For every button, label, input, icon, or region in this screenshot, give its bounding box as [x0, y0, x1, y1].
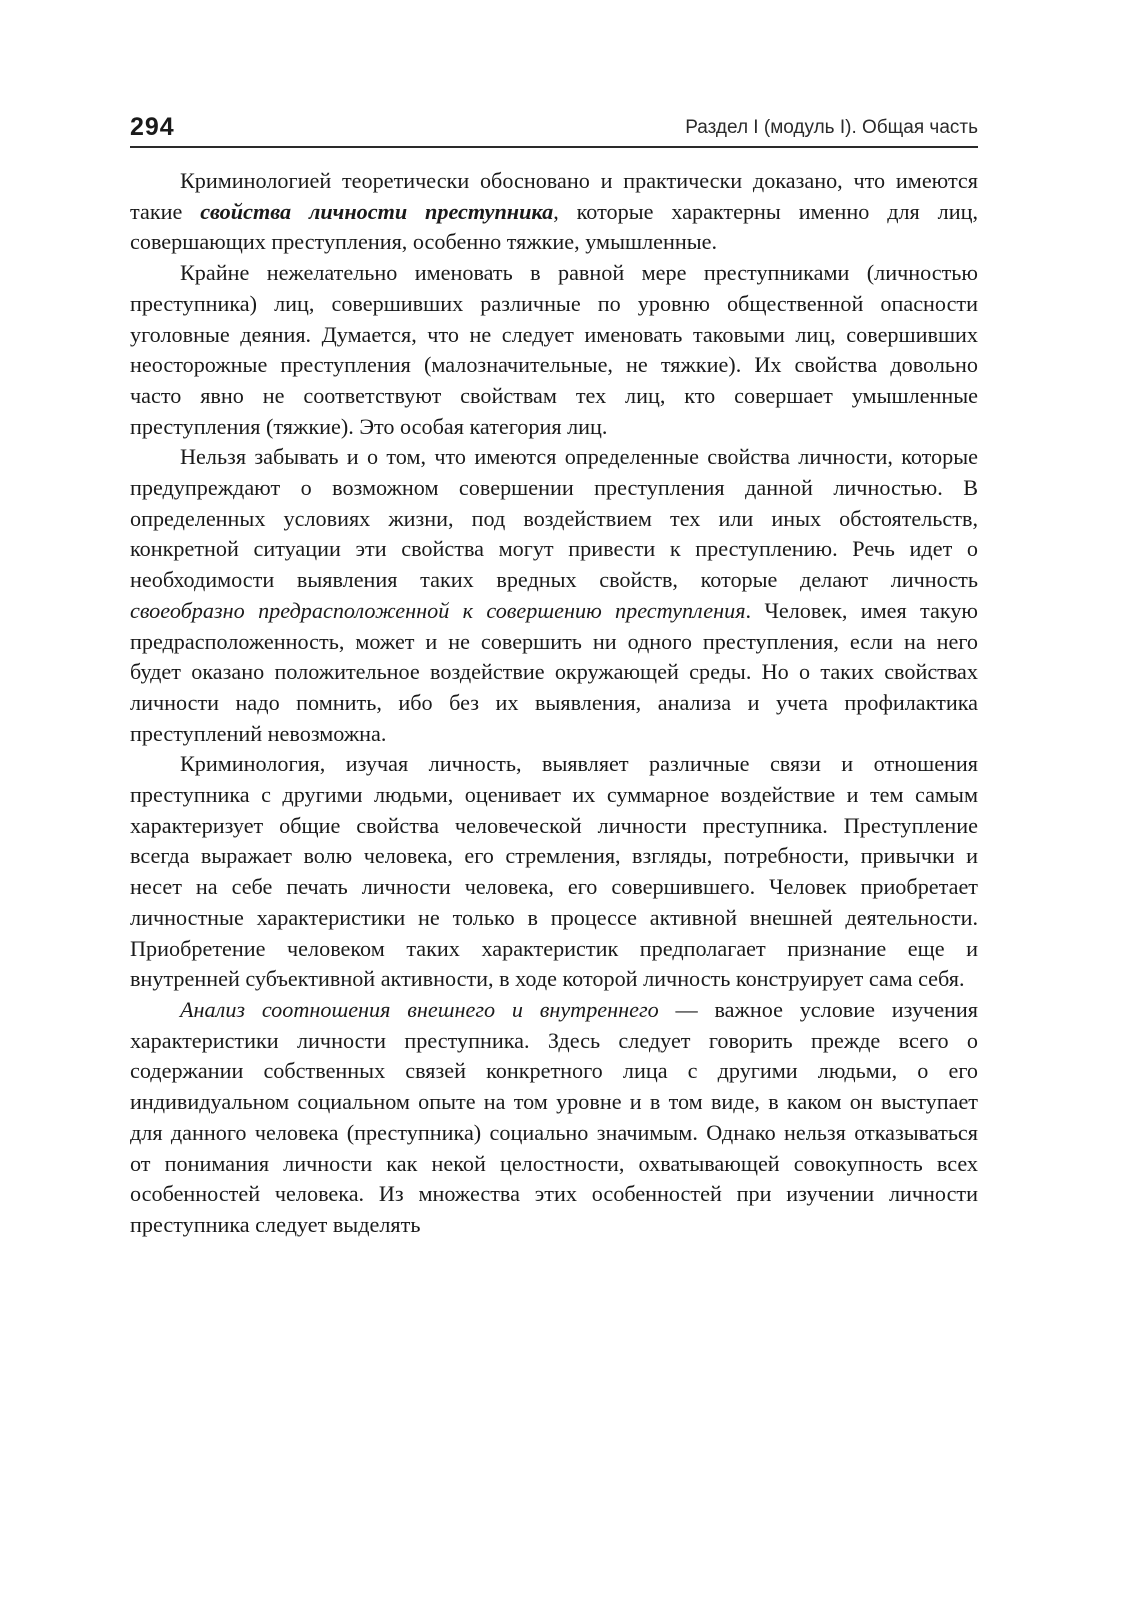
paragraph-1 [130, 166, 978, 258]
emphasized-term-predisposition: своеобразно предрасположенной к совершению преступления [130, 597, 746, 623]
paragraph-3-text-start: Нельзя забывать и о том, что имеются определенные свойства личности, которые предупреждают о возможном совершении преступления данной личностью. В определенных условиях жизни, под воздействием тех или иных обстоятельств, конкретной ситуации эти свойства могут привести к преступлению. Речь идет о необходимости выявления таких вредных свойств, которые делают личность [130, 444, 978, 593]
paragraph-3-text-end: . Человек, имея такую предрасположенность, может и не совершить ни одного преступления, если на него будет оказано положительное воздействие окружающей среды. Но о таких свойствах личности надо помнить, ибо без их выявления, анализа и учета профилактика преступлений невозможна. [130, 597, 978, 746]
paragraph-3 [130, 442, 978, 749]
running-header [130, 112, 978, 148]
paragraph-2: Крайне нежелательно именовать в равной мере преступниками (личностью преступника) лиц, совершивших различные по уровню общественной опасности уголовные деяния. Думается, что не следует именовать таковыми лиц, совершивших неосторожные преступления (малозначительные, не тяжкие). Их свойства довольно часто явно не соответствуют свойствам тех лиц, кто совершает умышленные преступления (тяжкие). Это особая категория лиц. [130, 260, 978, 439]
paragraph-4: Криминология, изучая личность, выявляет различные связи и отношения преступника с другими людьми, оценивает их суммарное воздействие и тем самым характеризует общие свойства человеческой личности преступника. Преступление всегда выражает волю человека, его стремления, взгляды, потребности, привычки и несет на себе печать личности человека, его совершившего. Человек приобретает личностные характеристики не только в процессе активной внешней деятельности. Приобретение человеком таких характеристик предполагает признание еще и внутренней субъективной активности, в ходе которой личность конструирует сама себя. [130, 751, 978, 992]
emphasized-term-offender-traits: свойства личности преступника [200, 198, 554, 224]
emphasized-term-analysis: Анализ соотношения внешнего и внутреннего [180, 996, 659, 1022]
page-number: 294 [130, 113, 175, 141]
paragraph-1-text-end: , которые характерны именно для лиц, совершающих преступления, особенно тяжкие, умышленные. [130, 198, 978, 255]
paragraph-1-text-start: Криминологией теоретически обосновано и практически доказано, что имеются такие [130, 168, 978, 224]
paragraph-5-text-end: — важное условие изучения характеристики личности преступника. Здесь следует говорить прежде всего о содержании собственных связей конкретного лица с другими людьми, о его индивидуальном социальном опыте на том уровне и в том виде, в каком он выступает для данного человека (преступника) социально значимым. Однако нельзя отказываться от понимания личности как некой целостности, охватывающей совокупность всех особенностей человека. Из множества этих особенностей при изучении личности преступника следует выделять [130, 996, 978, 1237]
paragraph-5 [130, 995, 978, 1241]
main-text [130, 166, 978, 1241]
section-title: Раздел I (модуль I). Общая часть [685, 117, 978, 138]
